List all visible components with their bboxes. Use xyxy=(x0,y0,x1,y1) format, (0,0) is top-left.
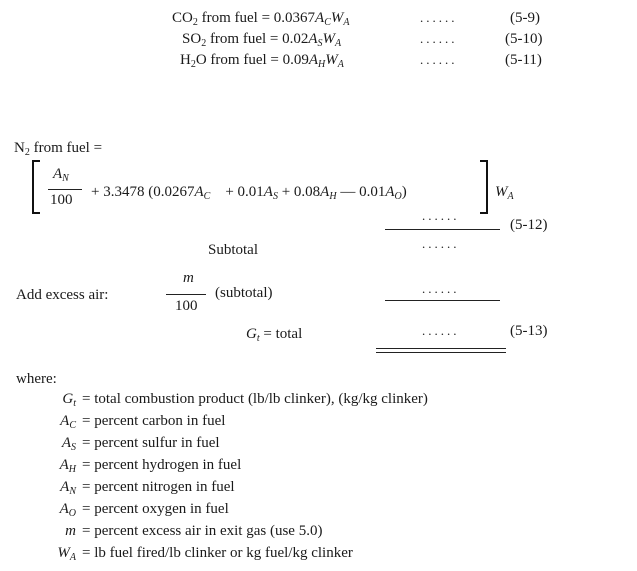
total-label xyxy=(246,326,302,343)
def-text: = percent hydrogen in fuel xyxy=(82,457,242,473)
definition-row xyxy=(22,391,428,408)
expr-text: + 3.3478 (0.0267 xyxy=(91,184,195,200)
def-symbol xyxy=(22,435,76,452)
def-sym: G xyxy=(62,391,74,407)
definition-row xyxy=(22,479,235,496)
eq-lhs-sub: 2 xyxy=(201,38,207,49)
def-sym: A xyxy=(59,457,69,473)
n2-fraction-bar xyxy=(48,189,82,190)
definition-row xyxy=(22,501,229,518)
def-text: = percent excess air in exit gas (use 5.0) xyxy=(82,523,323,539)
eq-5-11-number: (5-11) xyxy=(505,52,542,68)
eq-5-13-number: (5-13) xyxy=(510,323,548,339)
def-symbol xyxy=(22,501,76,518)
def-sym: A xyxy=(60,413,70,429)
def-sub: A xyxy=(69,552,76,563)
var-w: W xyxy=(330,10,344,26)
def-text: = percent nitrogen in fuel xyxy=(82,479,235,495)
excess-air-label: Add excess air: xyxy=(16,287,109,303)
var-a: A xyxy=(53,166,63,182)
def-text: = lb fuel fired/lb clinker or kg fuel/kg clinker xyxy=(82,545,353,561)
eq-text: from fuel = 0.0367 xyxy=(197,10,316,26)
n2-wa xyxy=(495,184,514,201)
def-text: = total combustion product (lb/lb clinker), (kg/kg clinker) xyxy=(82,391,428,407)
total-dots: ...... xyxy=(422,323,460,338)
def-text: = percent oxygen in fuel xyxy=(82,501,229,517)
excess-fraction-denominator: 100 xyxy=(175,298,198,314)
def-symbol xyxy=(22,413,76,430)
eq-lhs-sub: 2 xyxy=(192,17,198,28)
var-a: A xyxy=(320,184,330,200)
eq-5-10-dots: ...... xyxy=(420,31,458,46)
n2-text: from fuel = xyxy=(29,140,103,156)
eq-lhs: H xyxy=(180,52,191,68)
var-g-sub: t xyxy=(256,333,260,344)
def-text: = percent sulfur in fuel xyxy=(82,435,220,451)
n2-sym: N xyxy=(14,140,25,156)
excess-underline xyxy=(385,300,500,301)
var-w-sub: A xyxy=(507,191,514,202)
def-symbol xyxy=(22,545,76,562)
expr-text: + 0.08 xyxy=(281,184,321,200)
excess-fraction-numerator: m xyxy=(183,270,194,286)
definition-row xyxy=(22,435,220,452)
var-a-sub: H xyxy=(329,191,337,202)
eq-text: O from fuel = 0.09 xyxy=(195,52,309,68)
def-symbol xyxy=(22,523,76,540)
var-w: W xyxy=(322,31,336,47)
n2-expression xyxy=(91,184,407,201)
def-sub: H xyxy=(68,464,76,475)
n2-label xyxy=(14,140,102,157)
left-bracket xyxy=(32,160,40,214)
var-a-sub: S xyxy=(272,191,278,202)
def-sub: N xyxy=(69,486,76,497)
total-double-underline-top xyxy=(376,348,506,349)
definition-row xyxy=(22,413,225,430)
right-bracket xyxy=(480,160,488,214)
def-symbol xyxy=(22,457,76,474)
var-a: A xyxy=(308,52,319,68)
eq-lhs: CO xyxy=(172,10,193,26)
def-sub: t xyxy=(73,398,76,409)
n2-sub: 2 xyxy=(24,147,30,158)
var-a-sub: O xyxy=(394,191,402,202)
eq-5-11-dots: ...... xyxy=(420,52,458,67)
expr-text: + 0.01 xyxy=(225,184,264,200)
total-text: = total xyxy=(259,326,303,342)
var-a-sub: H xyxy=(318,59,326,70)
def-sub: C xyxy=(69,420,76,431)
var-a-sub: C xyxy=(203,191,211,202)
var-w-sub: A xyxy=(337,59,344,70)
subtotal-label: Subtotal xyxy=(208,242,259,258)
equation-5-10 xyxy=(182,31,341,48)
var-a: A xyxy=(385,184,395,200)
definition-row xyxy=(22,523,322,540)
expr-text: — 0.01 xyxy=(340,184,386,200)
definition-row xyxy=(22,545,353,562)
def-sub: S xyxy=(71,442,76,453)
subtotal-dots: ...... xyxy=(422,236,460,251)
def-sym: m xyxy=(65,523,76,539)
def-sym: W xyxy=(57,545,70,561)
def-text: = percent carbon in fuel xyxy=(82,413,226,429)
var-a-sub: S xyxy=(317,38,323,49)
eq-5-12-number: (5-12) xyxy=(510,217,548,233)
eq-5-9-dots: ...... xyxy=(420,10,458,25)
def-sub: O xyxy=(68,508,76,519)
var-w: W xyxy=(495,184,508,200)
excess-subtotal-paren: (subtotal) xyxy=(215,285,273,301)
n2-underline xyxy=(385,229,500,230)
def-symbol xyxy=(22,479,76,496)
eq-lhs-sub: 2 xyxy=(190,59,196,70)
expr-text: ) xyxy=(401,184,407,200)
eq-text: from fuel = 0.02 xyxy=(206,31,309,47)
var-a-sub: N xyxy=(62,173,69,184)
def-symbol xyxy=(22,391,76,408)
n2-dots: ...... xyxy=(422,208,460,223)
where-label: where: xyxy=(16,371,57,387)
var-a-sub: C xyxy=(324,17,331,28)
equation-5-11 xyxy=(180,52,344,69)
def-sym: A xyxy=(59,501,69,517)
var-w: W xyxy=(325,52,338,68)
var-a: A xyxy=(263,184,273,200)
var-g: G xyxy=(246,326,257,342)
total-double-underline-bottom xyxy=(376,352,506,353)
var-w-sub: A xyxy=(335,38,342,49)
n2-fraction-numerator xyxy=(53,166,69,183)
eq-5-9-number: (5-9) xyxy=(510,10,540,26)
equation-5-9 xyxy=(172,10,349,27)
var-a: A xyxy=(315,10,325,26)
n2-fraction-denominator: 100 xyxy=(50,192,73,208)
def-sym: A xyxy=(60,479,70,495)
excess-dots: ...... xyxy=(422,281,460,296)
var-w-sub: A xyxy=(343,17,350,28)
var-a: A xyxy=(194,184,204,200)
definition-row xyxy=(22,457,241,474)
excess-fraction-bar xyxy=(166,294,206,295)
eq-lhs: SO xyxy=(182,31,202,47)
def-sym: A xyxy=(61,435,71,451)
var-a: A xyxy=(308,31,318,47)
eq-5-10-number: (5-10) xyxy=(505,31,543,47)
